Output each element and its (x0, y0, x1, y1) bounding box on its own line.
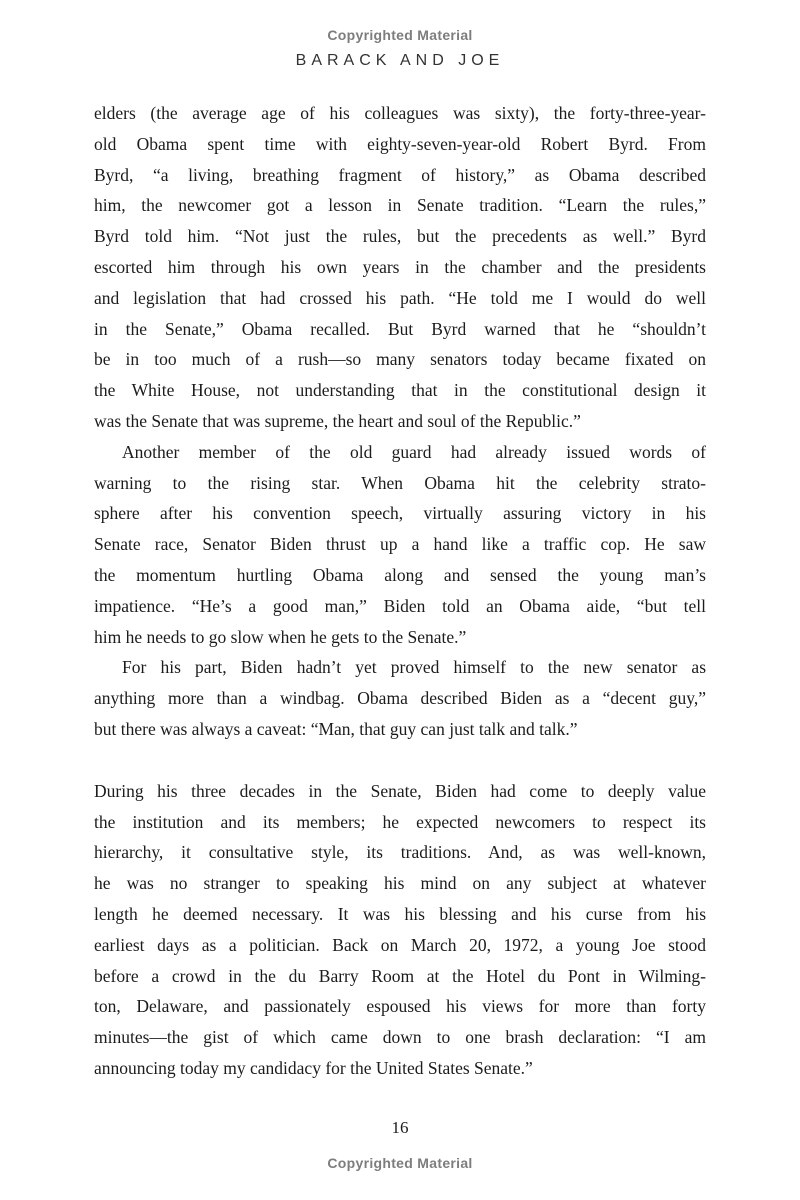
paragraph (94, 776, 706, 1084)
text-line: the White House, not understanding that in the constitutional design it (94, 380, 706, 401)
text-line: he was no stranger to speaking his mind on any subject at whatever (94, 873, 706, 894)
running-head-book-title: BARACK AND JOE (295, 52, 505, 69)
text-line: impatience. “He’s a good man,” Biden told an Obama aide, “but tell (94, 595, 706, 616)
text-line: warning to the rising star. When Obama hit the celebrity strato- (94, 472, 706, 493)
text-line: him he needs to go slow when he gets to the Senate.” (94, 626, 467, 647)
text-line: Another member of the old guard had already issued words of (122, 441, 706, 462)
paragraph (94, 98, 706, 437)
text-line: Senate race, Senator Biden thrust up a hand like a traffic cop. He saw (94, 534, 706, 555)
page-number: 16 (391, 1118, 409, 1137)
top-copyright-notice: Copyrighted Material (327, 27, 473, 43)
text-line: him, the newcomer got a lesson in Senate tradition. “Learn the rules,” (94, 195, 706, 216)
text-line: sphere after his convention speech, virtually assuring victory in his (94, 503, 706, 524)
text-line: and legislation that had crossed his path. “He told me I would do well (94, 287, 706, 308)
text-line: before a crowd in the du Barry Room at the Hotel du Pont in Wilming- (94, 965, 706, 986)
text-line: was the Senate that was supreme, the heart and soul of the Republic.” (94, 410, 581, 431)
text-line: For his part, Biden hadn’t yet proved himself to the new senator as (122, 657, 706, 678)
text-line: escorted him through his own years in the chamber and the presidents (94, 256, 706, 277)
text-line: elders (the average age of his colleagues was sixty), the forty-three-year- (94, 103, 706, 123)
text-line: minutes—the gist of which came down to one brash declaration: “I am (94, 1027, 706, 1048)
text-line: ton, Delaware, and passionately espoused his views for more than forty (94, 996, 706, 1017)
text-line: in the Senate,” Obama recalled. But Byrd warned that he “shouldn’t (94, 318, 706, 339)
body-text-block (94, 98, 706, 1084)
text-line: During his three decades in the Senate, Biden had come to deeply value (94, 780, 706, 801)
paragraph (94, 652, 706, 744)
text-line: earliest days as a politician. Back on March 20, 1972, a young Joe stood (94, 934, 706, 955)
text-line: Byrd told him. “Not just the rules, but the precedents as well.” Byrd (94, 226, 706, 247)
text-line: announcing today my candidacy for the United States Senate.” (94, 1057, 533, 1078)
text-line: length he deemed necessary. It was his blessing and his curse from his (94, 903, 706, 924)
bottom-copyright-notice: Copyrighted Material (327, 1155, 473, 1171)
text-line: anything more than a windbag. Obama described Biden as a “decent guy,” (94, 688, 706, 709)
text-line: old Obama spent time with eighty-seven-year-old Robert Byrd. From (94, 133, 706, 154)
text-line: the institution and its members; he expected newcomers to respect its (94, 811, 706, 832)
text-line: be in too much of a rush—so many senators today became fixated on (94, 349, 706, 370)
text-line: but there was always a caveat: “Man, that guy can just talk and talk.” (94, 718, 578, 739)
text-line: hierarchy, it consultative style, its traditions. And, as was well-known, (94, 842, 706, 863)
text-line: Byrd, “a living, breathing fragment of history,” as Obama described (94, 164, 706, 185)
text-line: the momentum hurtling Obama along and sensed the young man’s (94, 564, 706, 585)
paragraph (94, 437, 706, 653)
